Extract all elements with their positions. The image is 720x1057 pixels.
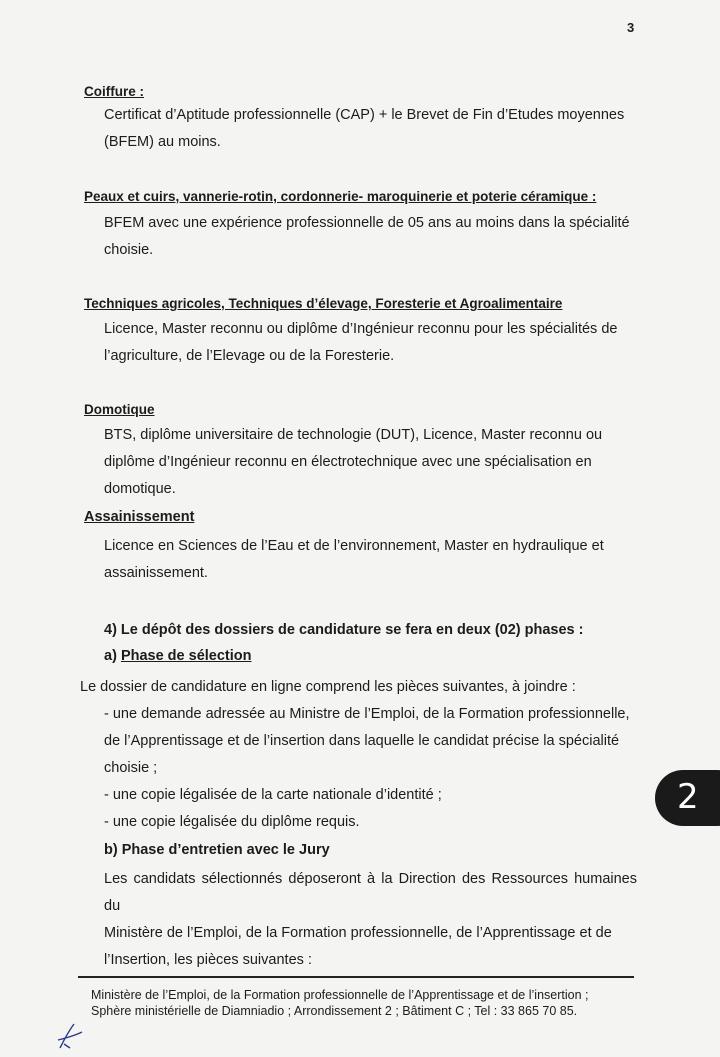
- text-line: Les candidats sélectionnés déposeront à la Direction des Ressources humaines du: [104, 871, 637, 914]
- page-badge: [655, 770, 720, 826]
- text-line: assainissement.: [104, 565, 208, 581]
- section-body-domotique: [104, 422, 637, 503]
- page-badge-number: 2: [677, 777, 699, 817]
- text-line: (BFEM) au moins.: [104, 134, 221, 150]
- pieces-list: [104, 701, 637, 836]
- list-item: - une demande adressée au Ministre de l’Emploi, de la Formation professionnelle,: [104, 706, 630, 722]
- list-item: de l’Apprentissage et de l’insertion dans laquelle le candidat précise la spécialité: [104, 733, 620, 749]
- section-body-techniques-agricoles: [104, 316, 637, 370]
- list-item: choisie ;: [104, 760, 158, 776]
- phase-a-title: Phase de sélection: [120, 648, 252, 664]
- phase-b-body: [104, 866, 637, 974]
- phase-a-prefix: a): [104, 648, 117, 664]
- section-title-peaux-cuirs: Peaux et cuirs, vannerie-rotin, cordonnerie- maroquinerie et poterie céramique :: [84, 189, 597, 204]
- text-line: Licence, Master reconnu ou diplôme d’Ingénieur reconnu pour les spécialités de: [104, 321, 618, 337]
- text-line: Licence en Sciences de l’Eau et de l’environnement, Master en hydraulique et: [104, 538, 604, 554]
- section-body-coiffure: [104, 102, 637, 156]
- footer-divider: [78, 976, 634, 978]
- text-line: Ministère de l’Emploi, de la Formation professionnelle, de l’Apprentissage et de: [104, 925, 612, 941]
- list-item: - une copie légalisée de la carte nationale d’identité ;: [104, 787, 442, 803]
- list-item: - une copie légalisée du diplôme requis.: [104, 814, 360, 830]
- section-title-coiffure: Coiffure :: [84, 84, 144, 99]
- section-title-assainissement: Assainissement: [84, 509, 195, 525]
- text-line: choisie.: [104, 242, 154, 258]
- text-line: l’agriculture, de l’Elevage ou de la Foresterie.: [104, 348, 395, 364]
- section-body-assainissement: [104, 533, 637, 587]
- text-line: l’Insertion, les pièces suivantes :: [104, 952, 312, 968]
- text-line: BTS, diplôme universitaire de technologie (DUT), Licence, Master reconnu ou: [104, 427, 603, 443]
- page-number: 3: [627, 20, 635, 35]
- phase-a-heading: [104, 648, 252, 664]
- footer-line-1: Ministère de l’Emploi, de la Formation professionnelle de l’Apprentissage et de l’insertion ;: [91, 988, 589, 1002]
- text-line: domotique.: [104, 481, 176, 497]
- text-line: diplôme d’Ingénieur reconnu en électrotechnique avec une spécialisation en: [104, 454, 592, 470]
- section-title-domotique: Domotique: [84, 402, 155, 417]
- text-line: BFEM avec une expérience professionnelle de 05 ans au moins dans la spécialité: [104, 215, 630, 231]
- section-body-peaux-cuirs: [104, 210, 637, 264]
- phase-b-heading: b) Phase d’entretien avec le Jury: [104, 842, 330, 858]
- depot-heading: 4) Le dépôt des dossiers de candidature se fera en deux (02) phases :: [104, 622, 584, 638]
- footer-line-2: Sphère ministérielle de Diamniadio ; Arrondissement 2 ; Bâtiment C ; Tel : 33 865 70 85.: [91, 1004, 578, 1018]
- text-line: Certificat d’Aptitude professionnelle (CAP) + le Brevet de Fin d’Etudes moyennes: [104, 107, 625, 123]
- signature-mark-icon: [54, 1018, 84, 1052]
- section-title-techniques-agricoles: Techniques agricoles, Techniques d’élevage, Foresterie et Agroalimentaire: [84, 296, 563, 311]
- dossier-intro: Le dossier de candidature en ligne comprend les pièces suivantes, à joindre :: [80, 679, 576, 695]
